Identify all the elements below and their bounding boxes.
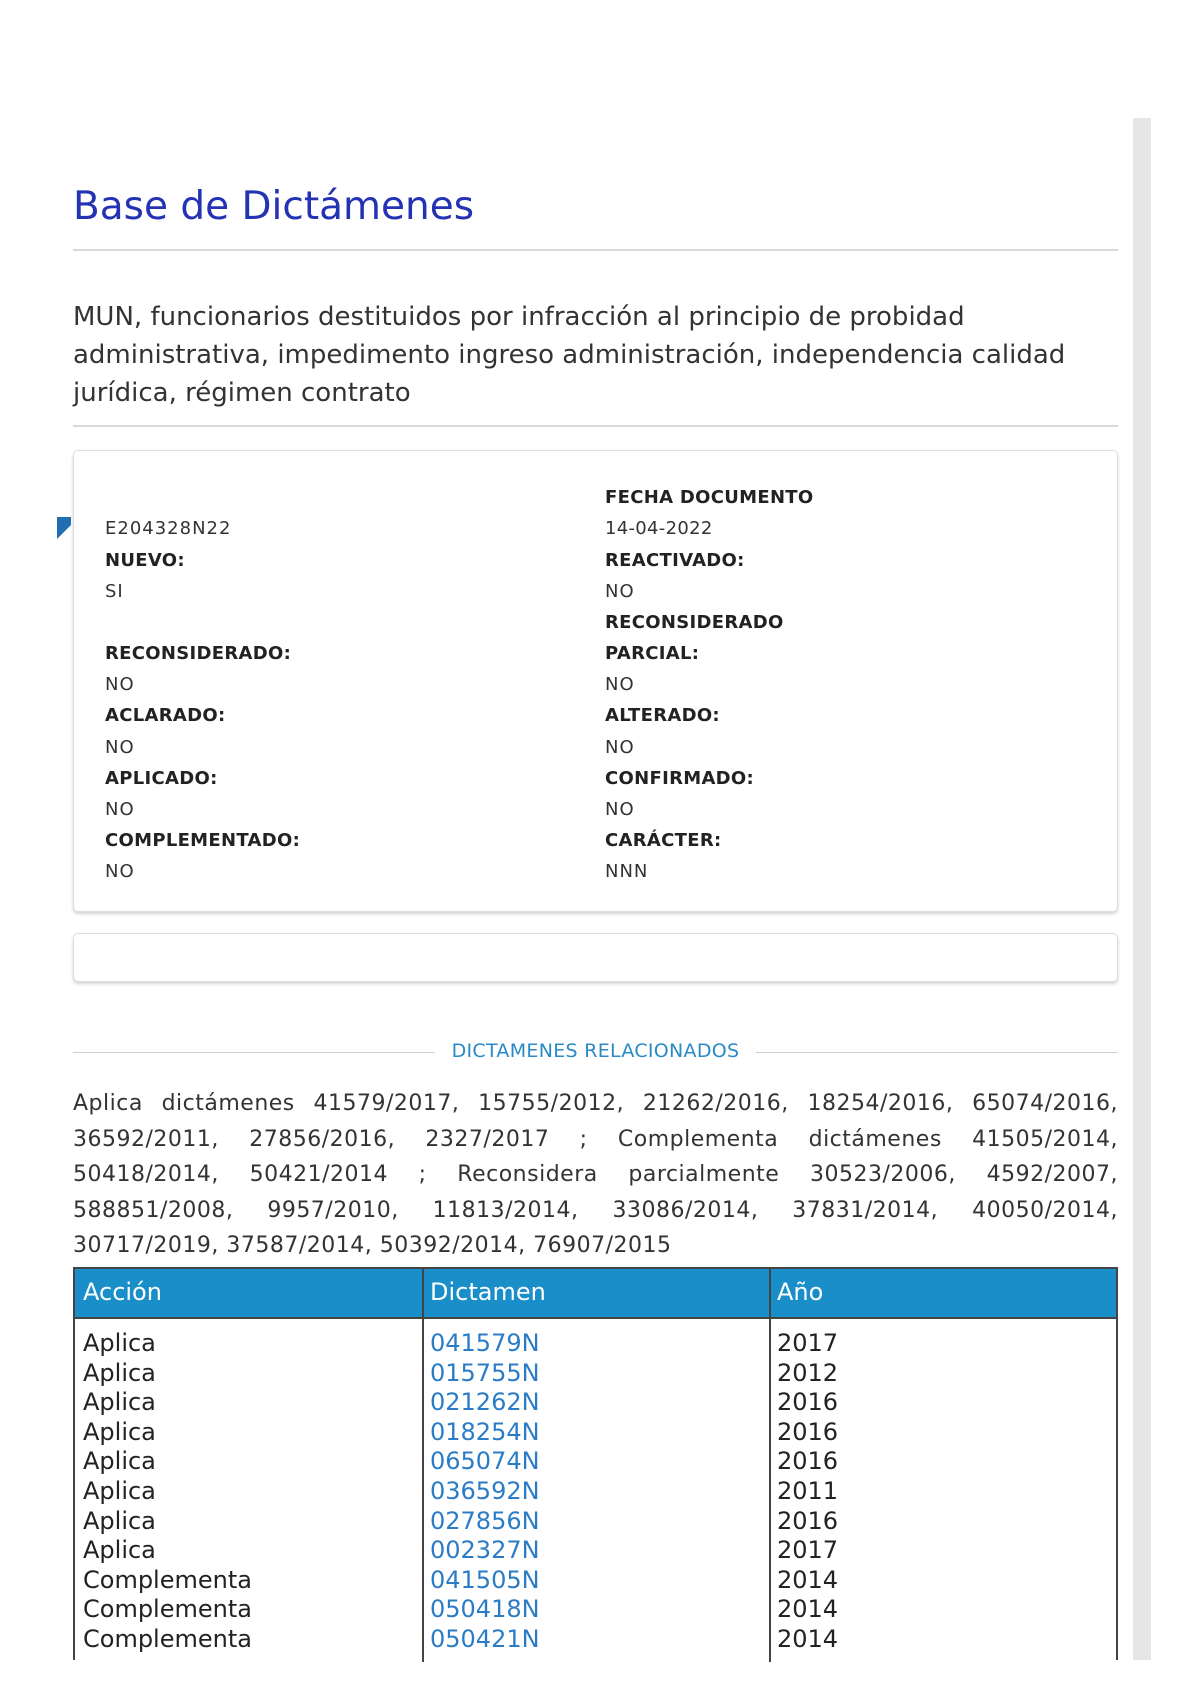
page-title: Base de Dictámenes — [73, 184, 475, 229]
row-accion: Aplica — [83, 1477, 156, 1505]
row-accion: Aplica — [83, 1417, 156, 1446]
row-accion: Aplica — [83, 1388, 156, 1417]
bookmark-icon — [57, 517, 71, 539]
table-header — [75, 1269, 1116, 1319]
row-anio: 2011 — [777, 1477, 839, 1505]
related-section-header — [73, 1040, 1118, 1064]
aclarado-value: NO — [105, 737, 135, 758]
row-dictamen-link[interactable]: 027856N — [430, 1506, 540, 1535]
nuevo-label: NUEVO: — [105, 550, 185, 571]
alterado-value: NO — [605, 737, 635, 758]
row-anio: 2016 — [777, 1447, 839, 1476]
reconsiderado-parcial-value: NO — [605, 674, 635, 695]
row-dictamen-link[interactable]: 036592N — [430, 1477, 540, 1505]
reconsiderado-value: NO — [105, 674, 135, 695]
row-anio: 2014 — [777, 1595, 839, 1624]
row-dictamen-link[interactable]: 050421N — [430, 1625, 540, 1653]
row-accion: Aplica — [83, 1447, 156, 1476]
summary-divider — [73, 425, 1118, 427]
row-dictamen-link[interactable]: 050418N — [430, 1595, 540, 1624]
row-dictamen-link[interactable]: 041579N — [430, 1329, 540, 1357]
row-accion: Aplica — [83, 1506, 156, 1535]
row-anio: 2014 — [777, 1625, 839, 1653]
aclarado-label: ACLARADO: — [105, 705, 226, 726]
confirmado-value: NO — [605, 799, 635, 820]
column-separator — [422, 1269, 424, 1662]
related-dictamenes-text: Aplica dictámenes 41579/2017, 15755/2012, 21262/2016, 18254/2016, 65074/2016, 36592/2011, 27856/2016, 2327/2017 ; Complementa dictámenes 41505/2014, 50418/2014, 50421/2014 ; Reconsidera parcialmente 30523/2006, 4592/2007, 588851/2008, 9957/2010, 11813/2014, 33086/2014, 37831/2014, 40050/2014, 30717/2019, 37587/2014, 50392/2014, 76907/2015 — [73, 1091, 1118, 1258]
metadata-card — [73, 450, 1118, 912]
fecha-value: 14-04-2022 — [605, 518, 713, 539]
row-anio: 2012 — [777, 1358, 839, 1387]
caracter-label: CARÁCTER: — [605, 830, 722, 851]
row-accion: Complementa — [83, 1625, 252, 1653]
nuevo-value: SI — [105, 581, 124, 602]
reconsiderado-parcial-label-2: PARCIAL: — [605, 643, 700, 664]
row-accion: Aplica — [83, 1536, 156, 1565]
reconsiderado-label: RECONSIDERADO: — [105, 643, 292, 664]
row-dictamen-link[interactable]: 015755N — [430, 1358, 540, 1387]
row-anio: 2017 — [777, 1536, 839, 1565]
confirmado-label: CONFIRMADO: — [605, 768, 755, 789]
complementado-label: COMPLEMENTADO: — [105, 830, 301, 851]
reconsiderado-parcial-label-1: RECONSIDERADO — [605, 612, 784, 633]
row-dictamen-link[interactable]: 002327N — [430, 1536, 540, 1565]
header-dictamen: Dictamen — [430, 1278, 546, 1306]
alterado-label: ALTERADO: — [605, 705, 720, 726]
row-accion: Aplica — [83, 1358, 156, 1387]
empty-panel — [73, 933, 1118, 982]
row-anio: 2014 — [777, 1565, 839, 1594]
scrollbar-track[interactable] — [1133, 118, 1151, 1660]
column-separator — [769, 1269, 771, 1662]
row-dictamen-link[interactable]: 041505N — [430, 1565, 540, 1594]
title-divider — [73, 249, 1118, 251]
row-dictamen-link[interactable]: 018254N — [430, 1417, 540, 1446]
row-accion: Complementa — [83, 1565, 252, 1594]
row-anio: 2016 — [777, 1388, 839, 1417]
row-accion: Complementa — [83, 1595, 252, 1624]
document-id: E204328N22 — [105, 518, 232, 539]
document-summary: MUN, funcionarios destituidos por infracción al principio de probidad administrativa, impedimento ingreso administración, independencia calidad jurídica, régimen contrato — [73, 302, 1066, 408]
header-accion: Acción — [83, 1278, 162, 1306]
header-anio: Año — [777, 1278, 824, 1306]
reactivado-label: REACTIVADO: — [605, 550, 745, 571]
aplicado-value: NO — [105, 799, 135, 820]
complementado-value: NO — [105, 861, 135, 882]
row-anio: 2016 — [777, 1506, 839, 1535]
aplicado-label: APLICADO: — [105, 768, 218, 789]
row-anio: 2017 — [777, 1329, 839, 1357]
fecha-label: FECHA DOCUMENTO — [605, 487, 814, 508]
row-accion: Aplica — [83, 1329, 156, 1357]
row-dictamen-link[interactable]: 021262N — [430, 1388, 540, 1417]
related-section-title: DICTAMENES RELACIONADOS — [451, 1040, 740, 1062]
reactivado-value: NO — [605, 581, 635, 602]
related-table — [73, 1267, 1118, 1660]
caracter-value: NNN — [605, 861, 649, 882]
row-dictamen-link[interactable]: 065074N — [430, 1447, 540, 1476]
row-anio: 2016 — [777, 1417, 839, 1446]
